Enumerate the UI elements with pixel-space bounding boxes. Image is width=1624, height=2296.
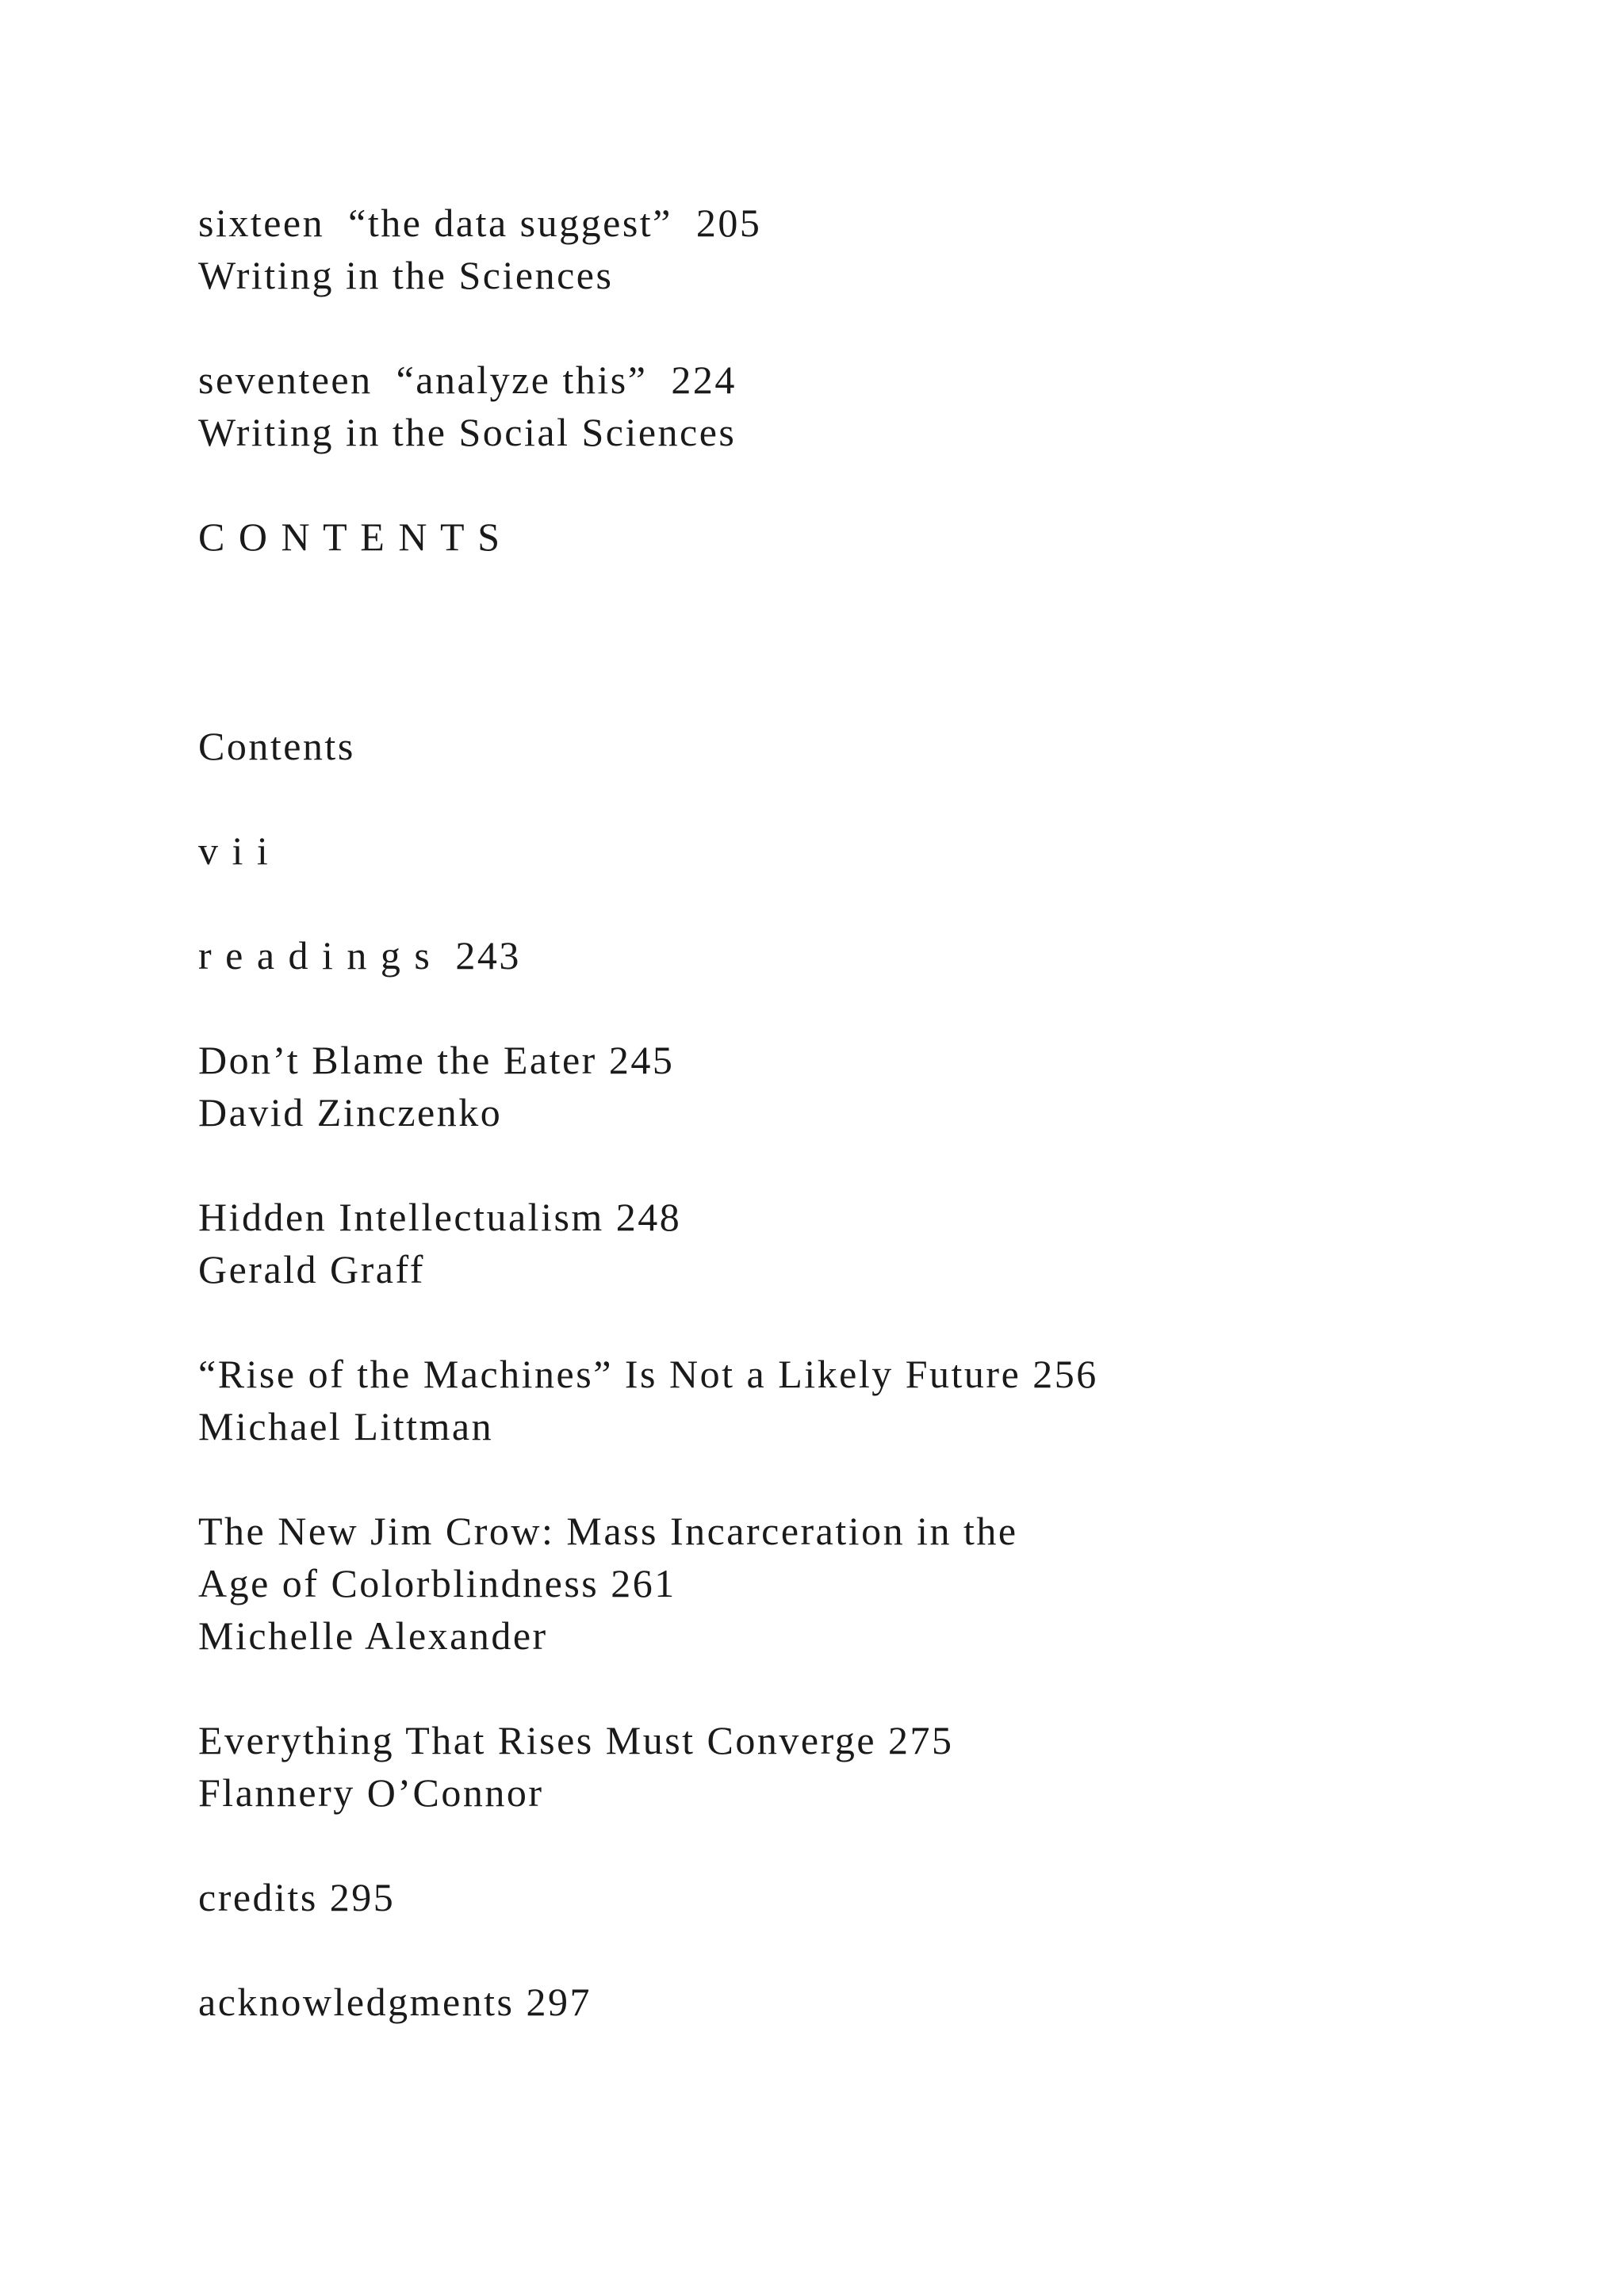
- reading-1-title: Don’t Blame the Eater 245: [198, 1038, 675, 1082]
- chapter-seventeen-title: seventeen “analyze this” 224: [198, 358, 737, 402]
- reading-4-title-line-1: The New Jim Crow: Mass Incarceration in the: [198, 1509, 1018, 1553]
- reading-3-author: Michael Littman: [198, 1404, 494, 1448]
- chapter-seventeen-subtitle: Writing in the Social Sciences: [198, 410, 737, 454]
- reading-2-author: Gerald Graff: [198, 1247, 425, 1292]
- reading-2-title: Hidden Intellectualism 248: [198, 1195, 682, 1239]
- running-header-contents: C O N T E N T S: [198, 515, 502, 559]
- section-readings: r e a d i n g s 243: [198, 933, 521, 978]
- acknowledgments-entry: acknowledgments 297: [198, 1980, 592, 2024]
- reading-3-title: “Rise of the Machines” Is Not a Likely Future 256: [198, 1352, 1098, 1396]
- document-page: [198, 0, 1546, 2296]
- reading-1-author: David Zinczenko: [198, 1090, 503, 1135]
- reading-5-title: Everything That Rises Must Converge 275: [198, 1718, 954, 1762]
- section-heading-contents: Contents: [198, 724, 355, 768]
- page-number-roman: v i i: [198, 828, 270, 873]
- credits-entry: credits 295: [198, 1875, 396, 1919]
- reading-4-author: Michelle Alexander: [198, 1613, 548, 1658]
- chapter-sixteen-title: sixteen “the data suggest” 205: [198, 201, 762, 245]
- reading-4-title-line-2: Age of Colorblindness 261: [198, 1561, 676, 1605]
- chapter-sixteen-subtitle: Writing in the Sciences: [198, 253, 614, 297]
- reading-5-author: Flannery O’Connor: [198, 1770, 544, 1815]
